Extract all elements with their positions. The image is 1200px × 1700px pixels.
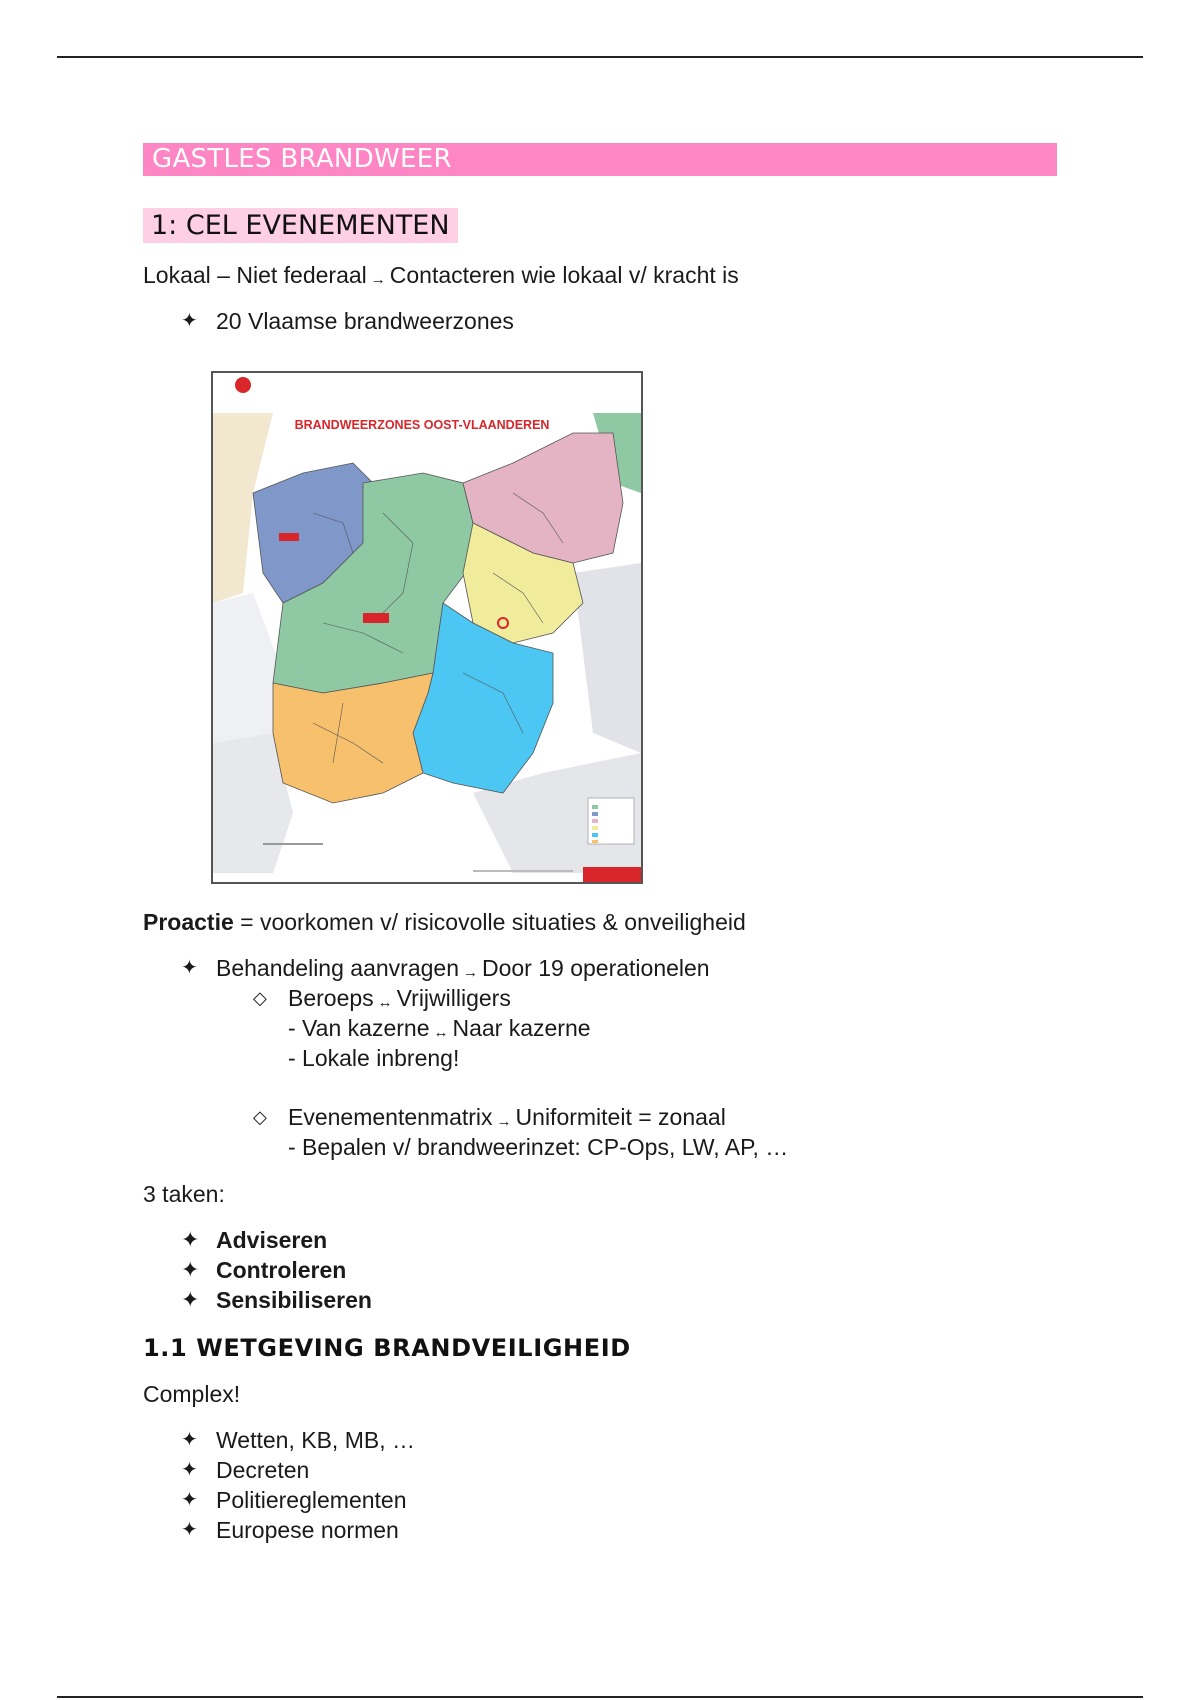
behandeling-part2: Door 19 operationelen [481,955,710,981]
kazerne-line [288,1014,591,1046]
wetgeving-item: Europese normen [216,1517,399,1543]
intro-part1: Lokaal – Niet federaal [143,262,367,288]
star-bullet-icon: ✦ [181,1459,198,1481]
map-graphic [213,373,641,882]
lokale-line: - Lokale inbreng! [288,1045,460,1071]
heading-cel-evenementen: 1: CEL EVENEMENTEN [143,208,458,243]
star-bullet-icon: ✦ [181,1519,198,1541]
proactie-term: Proactie [143,909,234,935]
behandeling-part1: Behandeling aanvragen [216,955,459,981]
star-bullet-icon: ✦ [181,957,198,979]
double-arrow-icon: ↔ [377,994,393,1011]
double-arrow-icon: ↔ [433,1024,449,1041]
matrix-part1: Evenementenmatrix [288,1104,493,1130]
intro-part2: Contacteren wie lokaal v/ kracht is [389,262,739,288]
wetgeving-item: Decreten [216,1457,310,1483]
matrix-part2: Uniformiteit = zonaal [515,1104,726,1130]
complex-text: Complex! [143,1381,241,1407]
diamond-bullet-icon: ◇ [253,1107,267,1127]
right-arrow-icon: → [370,271,386,288]
kazerne-part2: Naar kazerne [452,1015,591,1041]
star-bullet-icon: ✦ [181,1287,200,1312]
beroeps-line [288,984,511,1016]
beroeps-part2: Vrijwilligers [396,985,511,1011]
star-bullet-icon: ✦ [181,1257,200,1282]
beroeps-part1: Beroeps [288,985,374,1011]
taken-label: 3 taken: [143,1181,225,1207]
map-title: BRANDWEERZONES OOST-VLAANDEREN [294,418,550,432]
brandweerzones-map [211,371,643,884]
diamond-bullet-icon: ◇ [253,988,267,1008]
kazerne-part1: - Van kazerne [288,1015,430,1041]
star-bullet-icon: ✦ [181,1227,200,1252]
proactie-line [143,908,746,936]
star-bullet-icon: ✦ [181,1429,198,1451]
zones-bullet-text: 20 Vlaamse brandweerzones [216,308,514,334]
bepalen-line: - Bepalen v/ brandweerinzet: CP-Ops, LW, AP, … [288,1134,789,1160]
proactie-definition: = voorkomen v/ risicovolle situaties & onveiligheid [233,909,746,935]
wetgeving-item: Politiereglementen [216,1487,407,1513]
document-banner: GASTLES BRANDWEER [143,143,1057,176]
star-bullet-icon: ✦ [181,1489,198,1511]
star-bullet-icon: ✦ [181,310,198,332]
right-arrow-icon: → [496,1113,512,1130]
wetgeving-item: Wetten, KB, MB, … [216,1427,415,1453]
taak-item: Controleren [216,1257,347,1283]
behandeling-line [216,954,710,986]
bottom-rule [57,1696,1143,1698]
right-arrow-icon: → [462,964,478,981]
taak-item: Sensibiliseren [216,1287,372,1313]
matrix-line [288,1103,726,1135]
top-rule [57,56,1143,58]
heading-wetgeving: 1.1 WETGEVING BRANDVEILIGHEID [143,1334,631,1362]
intro-line [143,261,739,293]
taak-item: Adviseren [216,1227,328,1253]
